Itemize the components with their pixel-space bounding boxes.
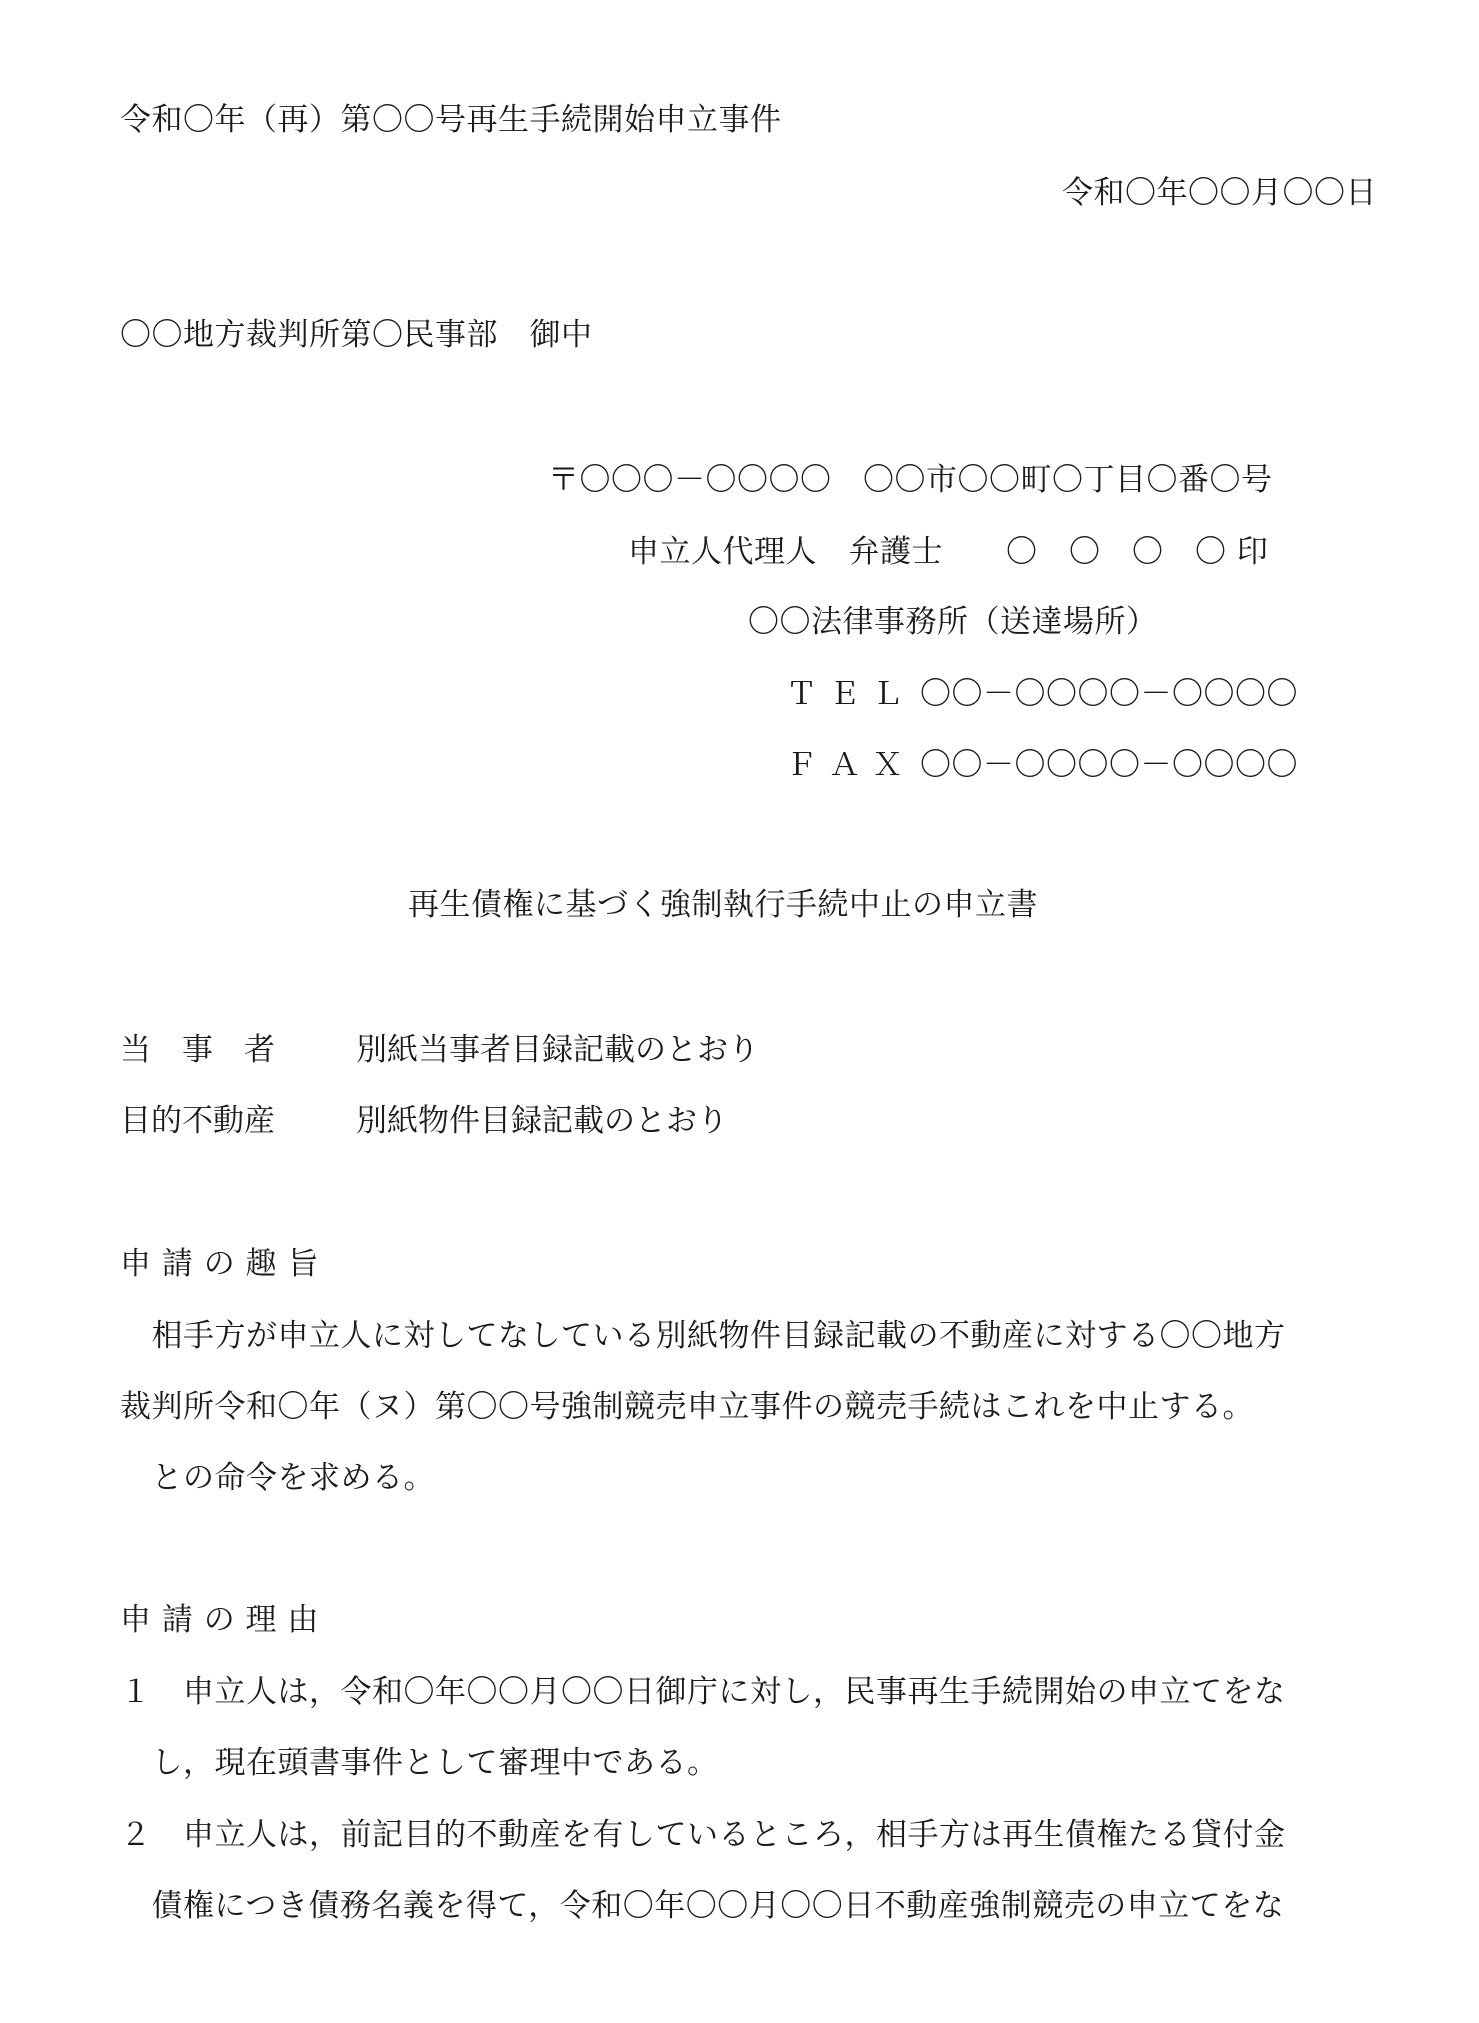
law-office: 〇〇法律事務所（送達場所） (748, 604, 1158, 640)
reasons-line: １ 申立人は，令和〇年〇〇月〇〇日御庁に対し，民事再生手続開始の申立てをな (120, 1674, 1286, 1710)
document-date: 令和〇年〇〇月〇〇日 (1062, 175, 1377, 211)
fax-value: 〇〇－〇〇〇〇－〇〇〇〇 (920, 747, 1298, 783)
purpose-line: 裁判所令和〇年（ヌ）第〇〇号強制競売申立事件の競売手続はこれを中止する。 (120, 1389, 1254, 1425)
parties-label: 当 事 者 (120, 1032, 275, 1068)
reasons-line: し，現在頭書事件として審理中である。 (120, 1745, 719, 1781)
reasons-line: 債権につき債務名義を得て，令和〇年〇〇月〇〇日不動産強制競売の申立てをな (120, 1888, 1285, 1924)
reasons-heading: 申 請 の 理 由 (120, 1602, 319, 1638)
purpose-line: 相手方が申立人に対してなしている別紙物件目録記載の不動産に対する〇〇地方 (120, 1318, 1286, 1354)
parties-value: 別紙当事者目録記載のとおり (356, 1032, 759, 1068)
tel-value: 〇〇－〇〇〇〇－〇〇〇〇 (920, 676, 1298, 712)
sender-agent: 申立人代理人 弁護士 〇 〇 〇 〇 印 (628, 534, 1269, 570)
sender-address: 〒〇〇〇－〇〇〇〇 〇〇市〇〇町〇丁目〇番〇号 (548, 462, 1273, 498)
property-label: 目的不動産 (120, 1103, 275, 1139)
reasons-line: ２ 申立人は，前記目的不動産を有しているところ，相手方は再生債権たる貸付金 (120, 1817, 1286, 1853)
purpose-line: との命令を求める。 (120, 1460, 435, 1496)
tel-label: ＴＥＬ (786, 676, 915, 712)
purpose-heading: 申 請 の 趣 旨 (120, 1246, 319, 1282)
court-addressee: 〇〇地方裁判所第〇民事部 御中 (120, 317, 593, 353)
case-number: 令和〇年（再）第〇〇号再生手続開始申立事件 (120, 102, 782, 138)
property-value: 別紙物件目録記載のとおり (356, 1103, 728, 1139)
fax-label: ＦＡＸ (786, 747, 915, 783)
document-title: 再生債権に基づく強制執行手続中止の申立書 (408, 887, 1038, 923)
